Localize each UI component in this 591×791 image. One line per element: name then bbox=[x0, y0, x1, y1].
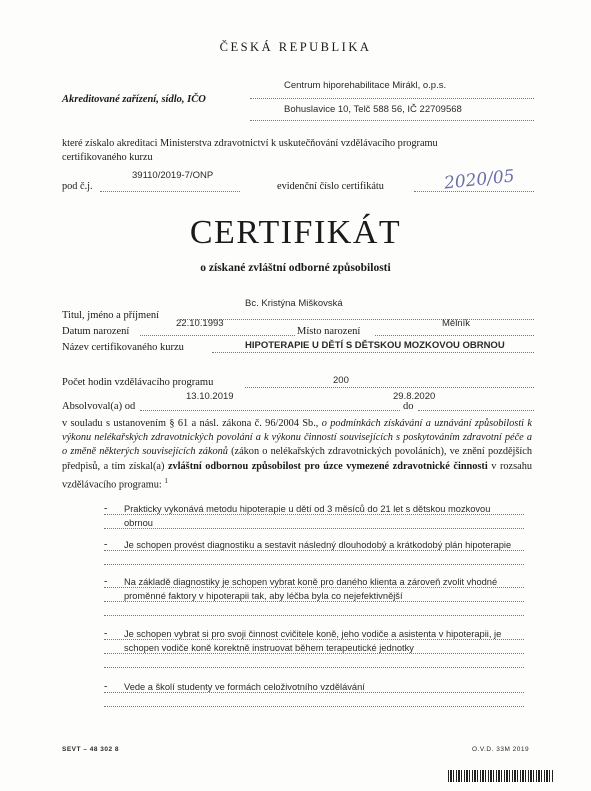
skill-line bbox=[104, 564, 524, 565]
name-value: Bc. Kristýna Miškovská bbox=[245, 298, 343, 309]
skill-item-2 bbox=[104, 539, 524, 569]
ref-line bbox=[100, 191, 240, 192]
accreditation-text-1: které získalo akreditaci Ministerstva zdravotnictví k uskutečňování vzdělávacího programu bbox=[62, 138, 438, 149]
course-line bbox=[212, 352, 534, 353]
facility-line-2 bbox=[250, 120, 534, 121]
completed-label: Absolvoval(a) od bbox=[62, 401, 136, 412]
hours-label: Počet hodin vzdělávacího programu bbox=[62, 377, 214, 388]
facility-name: Centrum hiporehabilitace Mirákl, o.p.s. bbox=[284, 80, 447, 91]
skill-item-3 bbox=[104, 576, 524, 620]
cert-number-label: evidenční číslo certifikátu bbox=[277, 181, 384, 192]
skill-text: Je schopen vybrat si pro svoji činnost cvičitele koně, jeho vodiče a asistenta v hipoterapii, je schopen vodiče koně korektně instruovat během terapeutické jednotky bbox=[124, 629, 502, 653]
ref-label: pod č.j. bbox=[62, 181, 93, 192]
skill-line bbox=[104, 706, 524, 707]
skill-line bbox=[104, 692, 524, 693]
pob-line bbox=[375, 335, 534, 336]
certificate-title: CERTIFIKÁT bbox=[189, 214, 402, 251]
skill-text: Je schopen provést diagnostiku a sestavit následný dlouhodobý a krátkodobý plán hipoterapie bbox=[124, 540, 512, 550]
skill-dash: - bbox=[104, 576, 108, 587]
skill-line bbox=[104, 601, 524, 602]
facility-address: Bohuslavice 10, Telč 588 56, IČ 22709568 bbox=[284, 104, 462, 115]
course-label: Název certifikovaného kurzu bbox=[62, 342, 184, 353]
facility-label: Akreditované zařízení, sídlo, IČO bbox=[62, 94, 206, 105]
skill-dash: - bbox=[104, 681, 108, 692]
skill-line bbox=[104, 514, 524, 515]
accreditation-text-2: certifikovaného kurzu bbox=[62, 152, 153, 163]
from-value: 13.10.2019 bbox=[186, 391, 234, 402]
skill-item-1 bbox=[104, 503, 524, 533]
skill-text: Prakticky vykonává metodu hipoterapie u dětí od 3 měsíců do 21 let s dětskou mozkovou obrnou bbox=[124, 504, 491, 528]
dob-label: Datum narození bbox=[62, 326, 130, 337]
certificate-subtitle: o získané zvláštní odborné způsobilosti bbox=[200, 262, 391, 274]
from-line bbox=[140, 410, 400, 411]
footnote-mark: 1 bbox=[164, 476, 168, 485]
pob-label: Místo narození bbox=[297, 326, 361, 337]
pob-value: Mělník bbox=[442, 318, 470, 329]
course-value: HIPOTERAPIE U DĚTÍ S DĚTSKOU MOZKOVOU OBRNOU bbox=[245, 340, 505, 351]
skill-item-4 bbox=[104, 628, 524, 672]
facility-line-1 bbox=[250, 98, 534, 99]
skill-line bbox=[104, 667, 524, 668]
to-value: 29.8.2020 bbox=[393, 391, 436, 402]
country-heading: ČESKÁ REPUBLIKA bbox=[219, 40, 372, 54]
name-line bbox=[180, 319, 534, 320]
skill-text: Na základě diagnostiky je schopen vybrat koně pro daného klienta a zároveň zvolit vhodné proměnné faktory v hipoterapii tak, aby léčba byla co nejefektivnější bbox=[124, 577, 498, 601]
footer-right-code: O.V.D. 33M 2019 bbox=[472, 746, 530, 753]
skill-dash: - bbox=[104, 539, 108, 550]
skill-line bbox=[104, 587, 524, 588]
legal-text-2: (zákon o nelékařských zdravotnických povoláních), ve znění pozdějších předpisů, a tím získal(a) bbox=[62, 446, 532, 472]
name-label: Titul, jméno a příjmení bbox=[62, 310, 160, 321]
dob-value: 22.10.1993 bbox=[176, 318, 224, 329]
legal-paragraph bbox=[62, 417, 532, 492]
skill-dash: - bbox=[104, 503, 108, 514]
skill-item-5 bbox=[104, 681, 524, 711]
ref-number: 39110/2019-7/ONP bbox=[132, 170, 214, 181]
skill-line bbox=[104, 550, 524, 551]
to-label: do bbox=[403, 401, 414, 412]
legal-text-italic: o podmínkách získávání a uznávání způsobilosti k výkonu nelékařských zdravotnických povolání a k výkonu činností souvisejících s poskytováním zdravotní péče a o změně některých souvisejících zákonů bbox=[62, 418, 532, 458]
cert-number-line bbox=[414, 191, 534, 192]
cert-number-handwritten: 2020/05 bbox=[443, 166, 516, 194]
skill-line bbox=[104, 639, 524, 640]
hours-line bbox=[245, 387, 534, 388]
legal-text-bold: zvláštní odbornou způsobilost pro úzce vymezené zdravotnické činnosti bbox=[167, 460, 488, 472]
legal-text-1: v souladu s ustanovením § 61 a násl. zákona č. 96/2004 Sb., bbox=[62, 418, 322, 429]
dob-line bbox=[140, 335, 295, 336]
skill-dash: - bbox=[104, 628, 108, 639]
skill-text: Vede a školí studenty ve formách celoživotního vzdělávání bbox=[124, 682, 365, 692]
hours-value: 200 bbox=[333, 375, 349, 386]
skill-line bbox=[104, 528, 524, 529]
skill-line bbox=[104, 653, 524, 654]
to-line bbox=[418, 410, 534, 411]
footer-left-code: SEVT – 48 302 8 bbox=[62, 746, 120, 753]
barcode bbox=[448, 770, 553, 782]
skill-line bbox=[104, 615, 524, 616]
legal-text-3: v rozsahu vzdělávacího programu: bbox=[62, 460, 532, 491]
